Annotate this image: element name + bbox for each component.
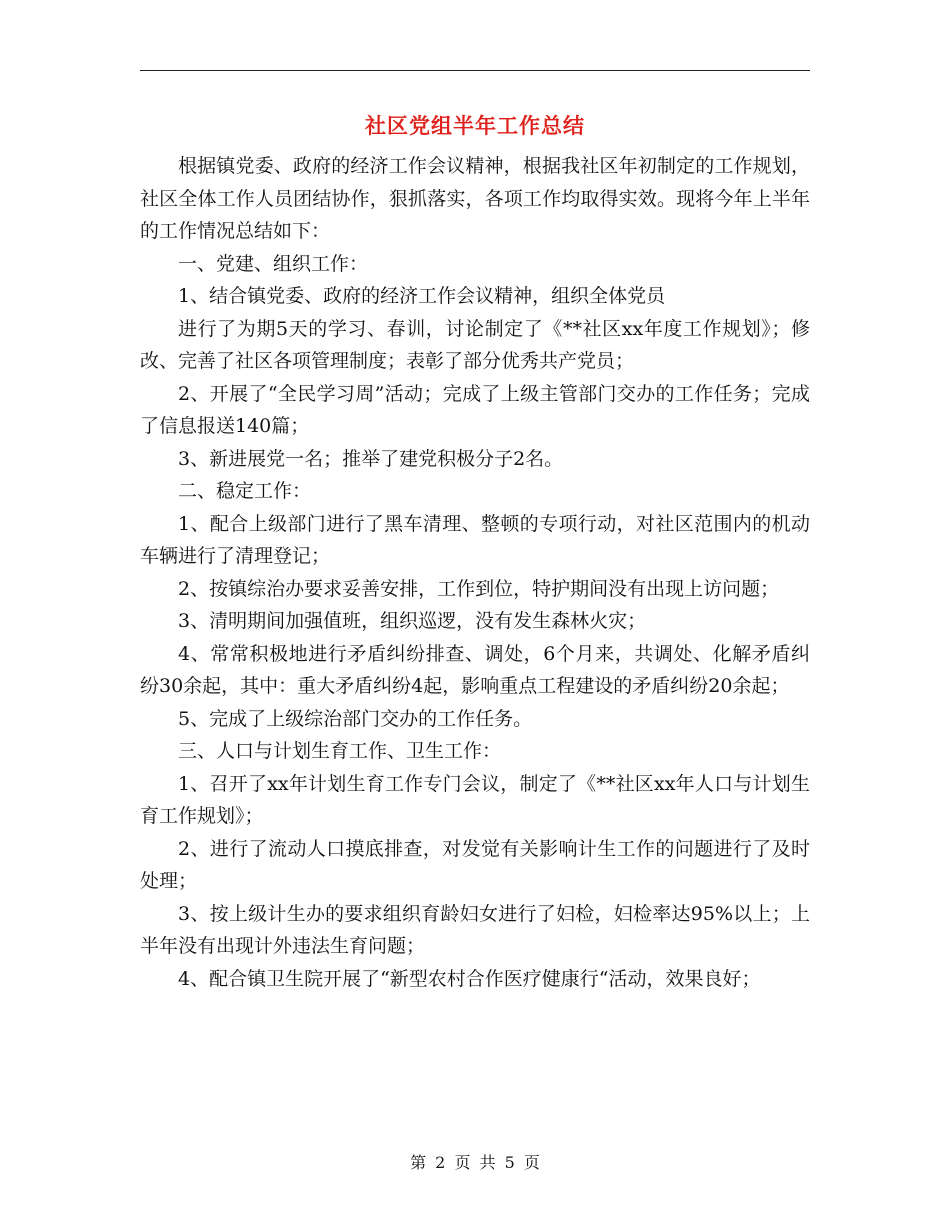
paragraph: 2、进行了流动人口摸底排查，对发觉有关影响计生工作的问题进行了及时处理； (140, 837, 810, 892)
paragraph: 3、新进展党一名；推举了建党积极分子2名。 (178, 447, 564, 470)
paragraph: 2、按镇综治办要求妥善安排，工作到位，特护期间没有出现上访问题； (178, 577, 780, 600)
paragraph: 进行了为期5天的学习、春训，讨论制定了《**社区xx年度工作规划》；修改、完善了社区各项管理制度；表彰了部分优秀共产党员； (140, 317, 810, 372)
paragraph: 3、按上级计生办的要求组织育龄妇女进行了妇检，妇检率达95%以上；上半年没有出现计外违法生育问题； (140, 902, 810, 957)
section-heading: 三、人口与计划生育工作、卫生工作： (178, 740, 502, 762)
paragraph: 1、召开了xx年计划生育工作专门会议，制定了《**社区xx年人口与计划生育工作规划》； (140, 772, 810, 827)
paragraph: 根据镇党委、政府的经济工作会议精神，根据我社区年初制定的工作规划，社区全体工作人员团结协作，狠抓落实，各项工作均取得实效。现将今年上半年的工作情况总结如下： (140, 155, 810, 242)
paragraph: 2、开展了“全民学习周”活动；完成了上级主管部门交办的工作任务；完成了信息报送140篇； (140, 382, 810, 437)
section-heading: 一、党建、组织工作： (178, 252, 369, 275)
paragraph: 4、常常积极地进行矛盾纠纷排查、调处，6个月来，共调处、化解矛盾纠纷30余起，其中：重大矛盾纠纷4起，影响重点工程建设的矛盾纠纷20余起； (140, 642, 810, 697)
document-body (140, 150, 810, 995)
paragraph: 4、配合镇卫生院开展了“新型农村合作医疗健康行“活动，效果良好； (178, 967, 761, 990)
section-heading: 二、稳定工作： (178, 480, 312, 502)
page-number: 第 2 页 共 5 页 (410, 1153, 540, 1172)
paragraph: 1、配合上级部门进行了黑车清理、整顿的专项行动，对社区范围内的机动车辆进行了清理登记； (140, 512, 810, 567)
document-title: 社区党组半年工作总结 (365, 113, 585, 138)
header-rule (140, 70, 810, 71)
paragraph: 1、结合镇党委、政府的经济工作会议精神，组织全体党员 (178, 285, 666, 307)
paragraph: 3、清明期间加强值班，组织巡逻，没有发生森林火灾； (178, 610, 647, 632)
paragraph: 5、完成了上级综治部门交办的工作任务。 (178, 707, 533, 730)
